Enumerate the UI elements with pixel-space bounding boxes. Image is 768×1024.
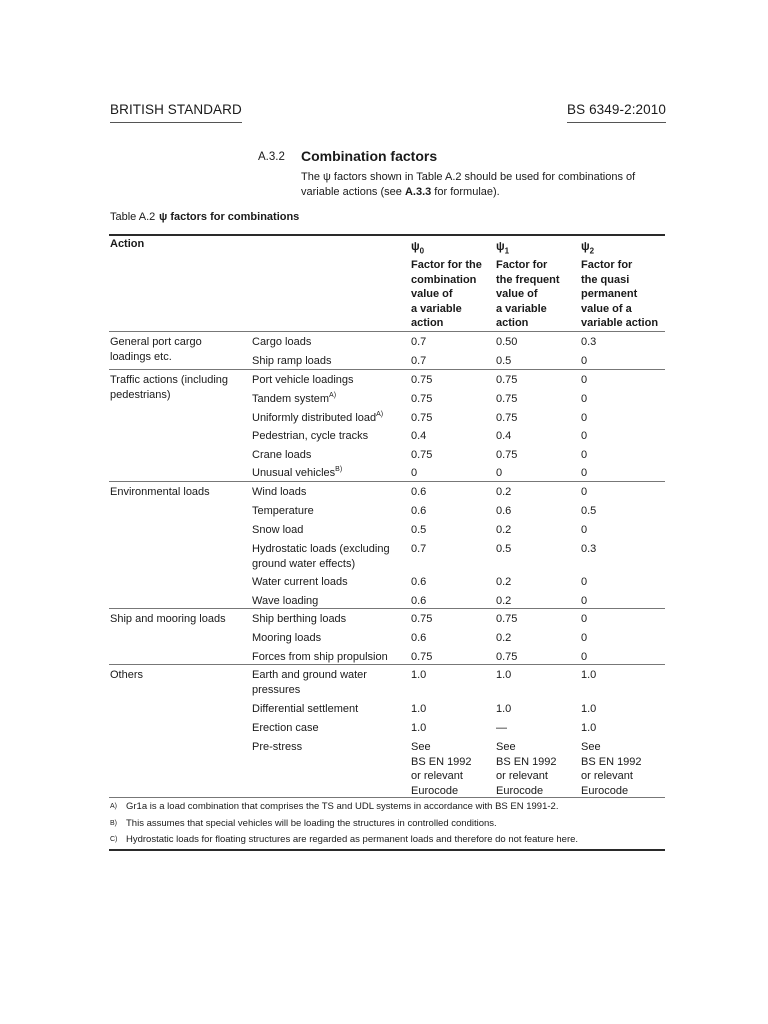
row-action: [252, 650, 388, 665]
cell-psi1-text: 0.75: [496, 651, 518, 663]
cell-psi0: [411, 466, 417, 481]
cell-psi2-text: 0: [581, 430, 588, 442]
group-label: [110, 373, 228, 388]
cell-psi1: [496, 612, 517, 627]
cell-psi0-text: 0.4: [411, 430, 427, 442]
cell-psi1-text: 0: [496, 467, 503, 479]
row-action: [252, 429, 368, 444]
cell-psi1-text: —: [496, 722, 507, 734]
cell-psi1: [496, 523, 511, 538]
table-group-rule: [109, 369, 665, 370]
row-action-text: Unusual vehicles: [252, 467, 336, 479]
row-action: [252, 612, 346, 627]
cell-psi0: [411, 429, 426, 444]
cell-psi0: [411, 769, 463, 784]
column-header-action: Action: [110, 238, 145, 250]
group-label-text: Traffic actions (including: [110, 374, 228, 386]
cell-psi0: [411, 411, 432, 426]
cell-psi1: [496, 702, 511, 717]
row-action-text: Hydrostatic loads (excluding: [252, 543, 390, 555]
cell-psi2-text: 0: [581, 393, 588, 405]
cell-psi0-text: 1.0: [411, 703, 427, 715]
row-action-text: Forces from ship propulsion: [252, 651, 388, 663]
row-action-text: Pedestrian, cycle tracks: [252, 430, 369, 442]
row-action: [252, 448, 311, 463]
row-action: [252, 411, 383, 426]
cell-psi2-text: 0: [581, 467, 588, 479]
row-action-text: Uniformly distributed load: [252, 412, 377, 424]
cell-psi0-text: 0.6: [411, 505, 427, 517]
row-action-text: Ship ramp loads: [252, 355, 332, 367]
row-action-text: Crane loads: [252, 449, 312, 461]
column-header-psi0-description: [411, 316, 443, 331]
cell-psi0: [411, 504, 426, 519]
row-action: [252, 683, 300, 698]
cell-psi0-text: BS EN 1992: [411, 755, 472, 768]
cell-psi1: [496, 429, 511, 444]
row-action-text: Temperature: [252, 505, 314, 517]
row-action-text: Ship berthing loads: [252, 613, 347, 625]
table-group-rule: [109, 608, 665, 609]
cell-psi2: [581, 485, 587, 500]
cell-psi0-text: See: [411, 741, 431, 753]
cell-psi2: [581, 769, 633, 784]
row-action-text: Port vehicle loadings: [252, 374, 354, 386]
cell-psi2: [581, 668, 596, 683]
cell-psi1-text: BS EN 1992: [496, 755, 557, 768]
cell-psi2: [581, 523, 587, 538]
header-standard-number: BS 6349-2:2010: [567, 101, 666, 123]
footnote-mark: B): [110, 820, 117, 827]
cell-psi0: [411, 354, 426, 369]
cell-psi2-text: 1.0: [581, 669, 597, 681]
cell-psi2: [581, 575, 587, 590]
row-action-text: Wind loads: [252, 486, 307, 498]
row-action: [252, 542, 390, 557]
cell-psi1-text: 0.75: [496, 449, 518, 461]
cell-psi2: [581, 755, 642, 770]
row-action: [252, 631, 321, 646]
cell-psi2: [581, 373, 587, 388]
cell-psi0: [411, 702, 426, 717]
row-action: [252, 373, 354, 388]
cell-psi0: [411, 740, 431, 755]
table-group-rule: [109, 664, 665, 665]
cell-psi1: [496, 755, 557, 770]
cell-psi2-text: BS EN 1992: [581, 755, 642, 768]
cell-psi1-text: 1.0: [496, 669, 512, 681]
psi0-symbol: ψ: [411, 241, 420, 253]
row-action: [252, 335, 311, 350]
column-header-psi1-description: [496, 302, 547, 317]
column-header-psi0-description-text: Factor for the: [411, 259, 482, 271]
header-standard-label: BRITISH STANDARD: [110, 101, 242, 123]
cell-psi2-text: Eurocode: [581, 784, 629, 797]
cell-psi2-text: 0.3: [581, 336, 597, 348]
column-header-psi2: [581, 240, 594, 259]
footnote-text: Gr1a is a load combination that comprises the TS and UDL systems in accordance with BS EN 1991-2.: [126, 801, 559, 812]
cell-psi2: [581, 612, 587, 627]
column-header-psi1: [496, 240, 509, 259]
cell-psi0-text: 0.75: [411, 613, 433, 625]
cell-psi0-text: 1.0: [411, 722, 427, 734]
cell-psi0-text: 0.7: [411, 355, 427, 367]
cell-psi0: [411, 650, 432, 665]
row-action: [252, 668, 367, 683]
cell-psi0: [411, 612, 432, 627]
cell-psi2: [581, 466, 587, 481]
row-action: [252, 485, 306, 500]
cell-psi0-text: 0: [411, 467, 418, 479]
cell-psi0-text: 0.6: [411, 632, 427, 644]
row-action-text: Wave loading: [252, 595, 319, 607]
row-action-text: Water current loads: [252, 576, 348, 588]
row-action: [252, 504, 314, 519]
table-header-rule: [109, 331, 665, 332]
cell-psi1: [496, 668, 511, 683]
cell-psi1: [496, 504, 511, 519]
cell-psi0: [411, 594, 426, 609]
footnote: [110, 817, 497, 830]
column-header-psi1-description: [496, 287, 538, 302]
cell-psi0: [411, 784, 458, 799]
cell-psi1: [496, 485, 511, 500]
column-header-psi0-description: [411, 258, 482, 273]
cell-psi2-text: 0: [581, 486, 588, 498]
section-body-part1: The ψ factors shown in Table A.2 should be used for combinations of variable actions (see: [301, 171, 636, 198]
table-top-rule: [109, 234, 665, 236]
cell-psi1-text: 0.2: [496, 486, 512, 498]
psi2-symbol: ψ: [581, 241, 590, 253]
group-label-text: General port cargo: [110, 336, 202, 348]
cell-psi1-text: 0.75: [496, 613, 518, 625]
cell-psi0: [411, 485, 426, 500]
cell-psi2-text: 0.5: [581, 505, 597, 517]
cell-psi1: [496, 575, 511, 590]
cell-psi1-text: 1.0: [496, 703, 512, 715]
cell-psi2: [581, 702, 596, 717]
column-header-psi0-description-text: value of: [411, 288, 453, 300]
group-label: [110, 388, 171, 403]
cell-psi2: [581, 631, 587, 646]
cell-psi2: [581, 411, 587, 426]
column-header-psi1-description: [496, 258, 547, 273]
group-label: [110, 612, 226, 627]
row-action: [252, 523, 303, 538]
column-header-psi2-description: [581, 287, 637, 302]
column-header-psi0-description-text: action: [411, 317, 444, 329]
footnote-mark: C): [110, 836, 118, 843]
group-label: [110, 668, 143, 683]
row-action: [252, 354, 332, 369]
row-action-text: Tandem system: [252, 393, 330, 405]
cell-psi0: [411, 755, 472, 770]
cell-psi0-text: 0.7: [411, 543, 427, 555]
cell-psi1: [496, 594, 511, 609]
cell-psi1-text: 0.2: [496, 595, 512, 607]
cell-psi1: [496, 411, 517, 426]
column-header-psi2-description-text: Factor for: [581, 259, 633, 271]
group-label-text: Environmental loads: [110, 486, 210, 498]
cell-psi2: [581, 392, 587, 407]
cell-psi2-text: 0: [581, 595, 588, 607]
column-header-psi0-description: [411, 302, 462, 317]
psi2-subscript: 2: [589, 246, 595, 256]
cell-psi2-text: 0: [581, 524, 588, 536]
cell-psi1-text: 0.5: [496, 543, 512, 555]
cell-psi2-text: 0: [581, 355, 588, 367]
cell-psi1: [496, 650, 517, 665]
cell-psi1: [496, 769, 548, 784]
row-action: [252, 594, 318, 609]
column-header-psi1-description-text: a variable: [496, 302, 547, 315]
column-header-psi0-description: [411, 273, 476, 288]
table-group-rule: [109, 481, 665, 482]
cell-psi1-text: or relevant: [496, 770, 548, 782]
cell-psi0-text: 0.6: [411, 595, 427, 607]
group-label-text: loadings etc.: [110, 350, 172, 363]
cell-psi2-text: 0: [581, 651, 588, 663]
cell-psi0-text: 0.75: [411, 449, 433, 461]
cell-psi2-text: 1.0: [581, 722, 597, 734]
section-body-part2: for formulae).: [431, 186, 500, 198]
cell-psi1: [496, 721, 507, 736]
cell-psi2: [581, 784, 628, 799]
cell-psi1-text: 0.4: [496, 430, 512, 442]
row-action-text: Cargo loads: [252, 336, 312, 348]
group-label: [110, 485, 210, 500]
table-caption-number: Table A.2: [110, 211, 156, 223]
column-header-psi0: [411, 240, 424, 259]
cell-psi0: [411, 335, 426, 350]
cell-psi2-text: 0: [581, 412, 588, 424]
cell-psi0-text: 0.6: [411, 486, 427, 498]
cell-psi1-text: 0.2: [496, 524, 512, 536]
cell-psi0: [411, 392, 432, 407]
cell-psi0: [411, 668, 426, 683]
cell-psi0: [411, 542, 426, 557]
cell-psi0: [411, 373, 432, 388]
cell-psi2: [581, 504, 596, 519]
row-action: [252, 557, 355, 572]
row-action: [252, 575, 348, 590]
row-action-text: Mooring loads: [252, 632, 322, 644]
cell-psi1: [496, 448, 517, 463]
column-header-psi2-description-text: permanent: [581, 288, 638, 300]
cell-psi2: [581, 721, 596, 736]
cell-psi0-text: 0.75: [411, 412, 433, 424]
cell-psi1: [496, 631, 511, 646]
footnote-reference: A): [329, 392, 337, 399]
cell-psi2-text: 0: [581, 374, 588, 386]
group-label: [110, 335, 202, 350]
cell-psi2-text: 0: [581, 613, 588, 625]
cell-psi1-text: 0.2: [496, 576, 512, 588]
cell-psi1: [496, 784, 543, 799]
row-action-text: Erection case: [252, 722, 319, 734]
footnote-mark: A): [110, 803, 117, 810]
row-action: [252, 466, 342, 481]
cell-psi0-text: 0.75: [411, 374, 433, 386]
column-header-psi2-description: [581, 273, 629, 288]
cell-psi2-text: 0: [581, 632, 588, 644]
row-action-text: Earth and ground water: [252, 669, 367, 681]
cell-psi1-text: 0.6: [496, 505, 512, 517]
cell-psi1-text: 0.5: [496, 355, 512, 367]
row-action: [252, 721, 319, 736]
cell-psi1: [496, 740, 516, 755]
cell-psi0: [411, 721, 426, 736]
column-header-psi1-description-text: action: [496, 317, 529, 329]
cell-psi2: [581, 354, 587, 369]
table-bottom-rule: [109, 797, 665, 798]
cell-psi0-text: Eurocode: [411, 784, 459, 797]
cell-psi0-text: 0.7: [411, 336, 427, 348]
cell-psi1-text: 0.75: [496, 412, 518, 424]
cell-psi1-text: 0.75: [496, 374, 518, 386]
cell-psi1: [496, 354, 511, 369]
cell-psi1-text: Eurocode: [496, 784, 544, 797]
cell-psi2: [581, 542, 596, 557]
cell-psi2: [581, 448, 587, 463]
cell-psi1-text: 0.75: [496, 393, 518, 405]
cell-psi0-text: 0.75: [411, 651, 433, 663]
cell-psi2: [581, 594, 587, 609]
section-body-ref: A.3.3: [404, 186, 432, 198]
column-header-psi2-description: [581, 258, 632, 273]
footnote-reference: B): [335, 466, 343, 473]
cell-psi2-text: 0.3: [581, 543, 597, 555]
cell-psi2: [581, 335, 596, 350]
cell-psi1-text: 0.2: [496, 632, 512, 644]
row-action-text: Differential settlement: [252, 703, 359, 715]
row-action: [252, 392, 336, 407]
cell-psi0-text: or relevant: [411, 770, 463, 782]
row-action-text: Pre-stress: [252, 741, 303, 753]
footnote: [110, 833, 578, 846]
cell-psi0-text: 0.75: [411, 393, 433, 405]
row-action-text: Snow load: [252, 524, 304, 536]
cell-psi0: [411, 523, 426, 538]
column-header-psi2-description-text: value of a: [581, 302, 632, 315]
cell-psi0: [411, 575, 426, 590]
cell-psi1: [496, 335, 517, 350]
cell-psi0-text: 1.0: [411, 669, 427, 681]
section-number: A.3.2: [258, 151, 285, 163]
psi0-subscript: 0: [419, 246, 425, 256]
table-caption-title: ψ factors for combinations: [159, 211, 300, 223]
cell-psi2-text: 1.0: [581, 703, 597, 715]
cell-psi0: [411, 631, 426, 646]
cell-psi2-text: or relevant: [581, 770, 633, 782]
cell-psi0-text: 0.6: [411, 576, 427, 588]
cell-psi1-text: See: [496, 741, 516, 753]
row-action: [252, 702, 358, 717]
cell-psi2-text: 0: [581, 449, 588, 461]
cell-psi0: [411, 448, 432, 463]
group-label-text: pedestrians): [110, 388, 171, 401]
column-header-psi2-description-text: the quasi: [581, 273, 630, 286]
column-header-psi1-description-text: the frequent: [496, 273, 560, 286]
cell-psi1: [496, 392, 517, 407]
column-header-psi0-description: [411, 287, 453, 302]
psi1-subscript: 1: [504, 246, 510, 256]
column-header-psi1-description: [496, 273, 560, 288]
cell-psi1: [496, 373, 517, 388]
cell-psi1: [496, 542, 511, 557]
cell-psi2: [581, 429, 587, 444]
footnote-text: This assumes that special vehicles will be loading the structures in controlled conditions.: [126, 818, 497, 829]
cell-psi2-text: 0: [581, 576, 588, 588]
footnote-reference: A): [376, 411, 384, 418]
group-label: [110, 350, 172, 365]
column-header-psi0-description-text: a variable: [411, 302, 462, 315]
column-header-psi1-description-text: Factor for: [496, 259, 548, 271]
group-label-text: Others: [110, 669, 144, 681]
footnotes-bottom-rule: [109, 849, 665, 851]
cell-psi1-text: 0.50: [496, 336, 518, 348]
row-action: [252, 740, 302, 755]
column-header-psi1-description-text: value of: [496, 288, 538, 300]
footnote: [110, 800, 558, 813]
cell-psi2: [581, 740, 601, 755]
cell-psi2: [581, 650, 587, 665]
row-action-text: pressures: [252, 683, 301, 696]
group-label-text: Ship and mooring loads: [110, 613, 226, 625]
cell-psi1: [496, 466, 502, 481]
column-header-psi2-description-text: variable action: [581, 317, 659, 329]
column-header-psi2-description: [581, 302, 632, 317]
psi1-symbol: ψ: [496, 241, 505, 253]
cell-psi0-text: 0.5: [411, 524, 427, 536]
footnote-text: Hydrostatic loads for floating structures are regarded as permanent loads and therefore do not feature here.: [126, 834, 579, 845]
row-action-text: ground water effects): [252, 557, 356, 570]
cell-psi2-text: See: [581, 741, 601, 753]
column-header-psi1-description: [496, 316, 528, 331]
column-header-psi2-description: [581, 316, 658, 331]
section-title: Combination factors: [301, 148, 438, 164]
column-header-psi0-description-text: combination: [411, 273, 477, 286]
